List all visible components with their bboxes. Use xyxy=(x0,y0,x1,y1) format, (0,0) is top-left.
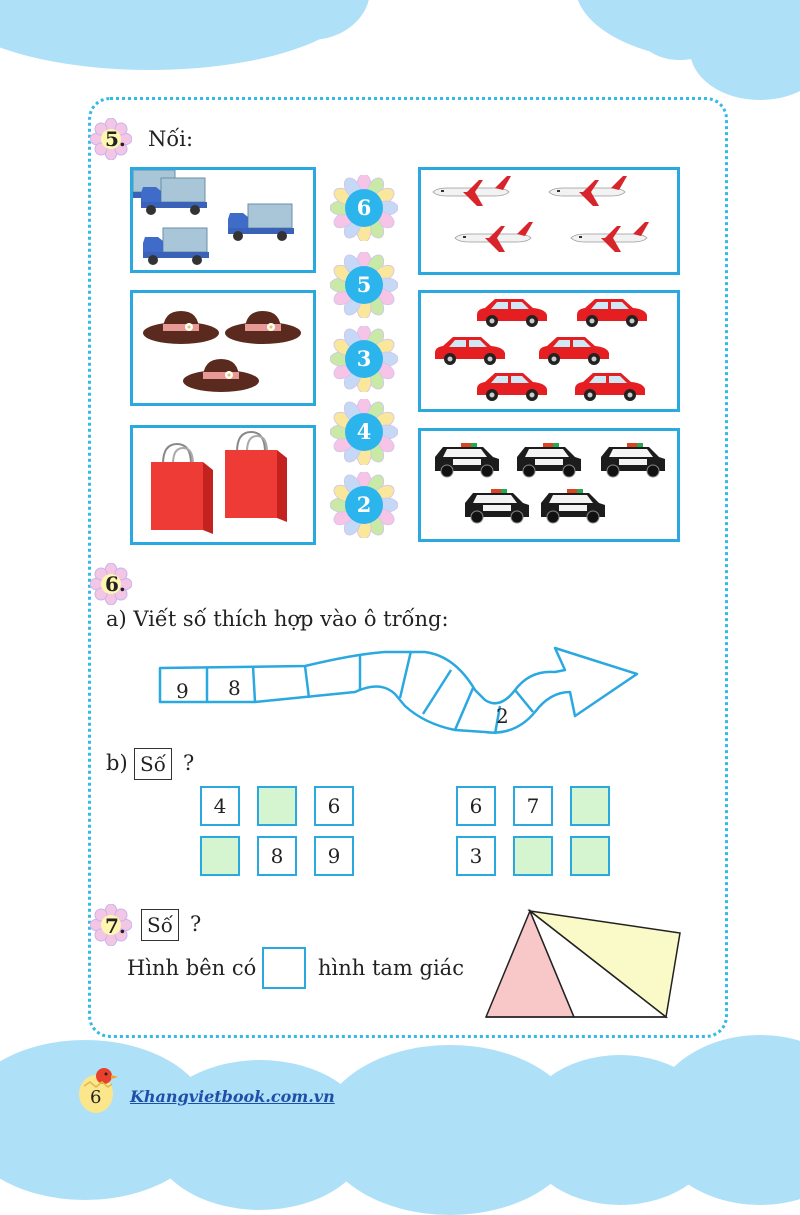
bags-drawing xyxy=(133,428,309,538)
exercise-6a-instruction: a) Viết số thích hợp vào ô trống: xyxy=(106,607,449,631)
publisher-link[interactable]: Khangvietbook.com.vn xyxy=(130,1087,335,1106)
exercise-5-number: 5. xyxy=(105,127,126,151)
number-flower-4[interactable] xyxy=(330,399,398,465)
empty-number-cell[interactable] xyxy=(570,836,610,876)
number-flower-2[interactable] xyxy=(330,252,398,318)
number-cell: 9 xyxy=(314,836,354,876)
triangles-figure xyxy=(480,905,685,1025)
so-box: Số xyxy=(134,748,172,780)
cloud-top-right-3 xyxy=(640,10,720,60)
number-flower-1[interactable] xyxy=(330,175,398,241)
hats-drawing xyxy=(133,293,309,399)
flower-number: 2 xyxy=(356,492,372,517)
triangle-count-answer[interactable] xyxy=(262,947,306,989)
number-cell: 3 xyxy=(456,836,496,876)
empty-number-cell[interactable] xyxy=(513,836,553,876)
number-cell: 6 xyxy=(314,786,354,826)
police-cars-drawing xyxy=(421,431,673,535)
flower-number: 3 xyxy=(356,346,372,371)
trucks-drawing xyxy=(133,170,309,266)
so-box: Số xyxy=(141,909,179,941)
flower-number: 4 xyxy=(356,419,372,444)
question-mark: ? xyxy=(190,912,202,936)
number-flower-5[interactable] xyxy=(330,472,398,538)
number-flower-3[interactable] xyxy=(330,326,398,392)
number-cell: 4 xyxy=(200,786,240,826)
page-number: 6 xyxy=(90,1087,102,1108)
empty-number-cell[interactable] xyxy=(570,786,610,826)
exercise-7-text-before: Hình bên có xyxy=(127,956,257,980)
exercise-6-number: 6. xyxy=(105,572,126,596)
flower-number: 5 xyxy=(356,272,372,297)
empty-number-cell[interactable] xyxy=(200,836,240,876)
exercise-7-text-after: hình tam giác xyxy=(318,956,464,980)
cars-drawing xyxy=(421,293,673,405)
flower-number: 6 xyxy=(356,195,372,220)
airplanes-drawing xyxy=(421,170,673,268)
question-mark: ? xyxy=(183,751,195,775)
number-cell: 6 xyxy=(456,786,496,826)
exercise-7-number: 7. xyxy=(105,914,126,938)
empty-number-cell[interactable] xyxy=(257,786,297,826)
number-cell: 8 xyxy=(257,836,297,876)
path-number-2: 8 xyxy=(228,676,241,700)
number-cell: 7 xyxy=(513,786,553,826)
path-number-3: 2 xyxy=(496,704,509,728)
path-number-1: 9 xyxy=(176,679,189,703)
exercise-6b-label: b) xyxy=(106,751,128,775)
exercise-5-title: Nối: xyxy=(148,127,194,151)
